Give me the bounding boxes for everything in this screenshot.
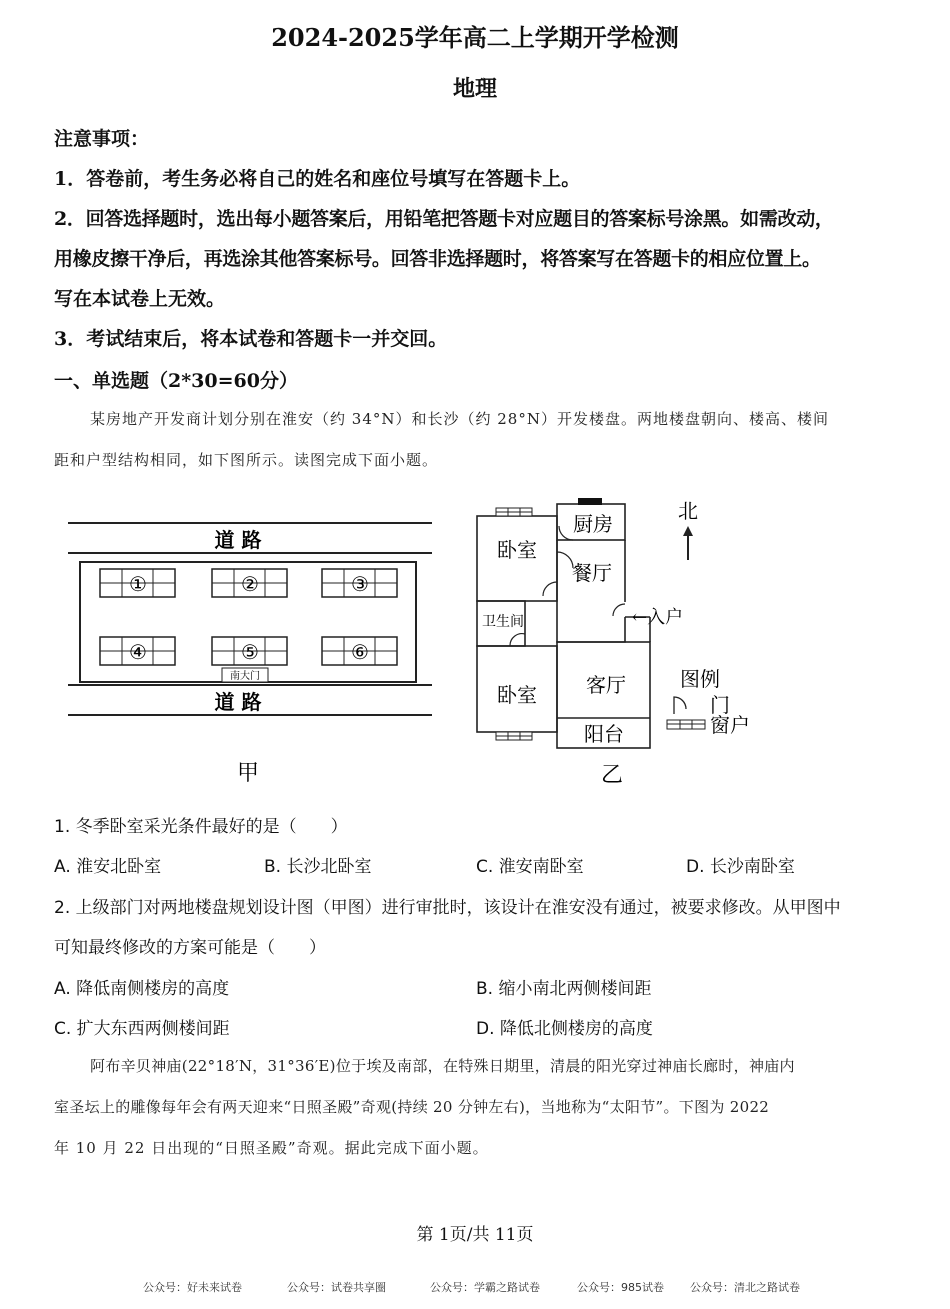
building-4 — [100, 637, 175, 665]
building-3 — [322, 569, 397, 597]
road-top-label: 道 路 — [214, 528, 262, 552]
room-kitchen: 厨房 — [573, 512, 613, 536]
passage-2-line-2: 室圣坛上的雕像每年会有两天迎来“日照圣殿”奇观(持续 20 分钟左右)，当地称为“太阳节”。下图为 2022 — [54, 1098, 770, 1116]
building-5 — [212, 637, 287, 665]
figure-caption-jia: 甲 — [236, 761, 260, 786]
notice-item-2-line-1: 2．回答选择题时，选出每小题答案后，用铅笔把答题卡对应题目的答案标号涂黑。如需改动， — [54, 208, 834, 230]
question-2-stem-line-2: 可知最终修改的方案可能是（ ） — [54, 938, 326, 958]
footer-account-1: 公众号：好未来试卷 — [143, 1281, 242, 1294]
passage-2-line-3: 年 10 月 22 日出现的“日照圣殿”奇观。据此完成下面小题。 — [54, 1139, 489, 1157]
passage-1-line-1: 某房地产开发商计划分别在淮安（约 34°N）和长沙（约 28°N）开发楼盘。两地楼盘朝向、楼高、楼间 — [90, 410, 829, 428]
footer-account-4: 公众号：985试卷 — [577, 1281, 664, 1294]
legend-window: 窗户 — [710, 713, 750, 737]
floor-plan-figure — [470, 492, 770, 792]
question-2-option-d[interactable]: D. 降低北侧楼房的高度 — [476, 1019, 653, 1039]
window-legend-icon — [667, 720, 705, 729]
question-1-stem: 1. 冬季卧室采光条件最好的是（ ） — [54, 817, 348, 837]
room-dining: 餐厅 — [572, 561, 612, 585]
notice-item-2-line-3: 写在本试卷上无效。 — [54, 288, 226, 310]
subject-title: 地理 — [452, 76, 497, 102]
question-2-option-a[interactable]: A. 降低南侧楼房的高度 — [54, 979, 230, 999]
figure-caption-yi: 乙 — [600, 763, 624, 788]
question-2-option-c[interactable]: C. 扩大东西两侧楼间距 — [54, 1019, 230, 1039]
legend-door: 门 — [710, 693, 730, 717]
room-balcony: 阳台 — [584, 722, 624, 746]
exam-title: 2024-2025学年高二上学期开学检测 — [271, 23, 679, 52]
passage-1-line-2: 距和户型结构相同，如下图所示。读图完成下面小题。 — [54, 451, 439, 469]
footer-account-2: 公众号：试卷共享圈 — [287, 1281, 386, 1294]
notice-heading: 注意事项： — [54, 128, 150, 150]
page-number: 第 1页/共 11页 — [416, 1225, 534, 1245]
building-1 — [100, 569, 175, 597]
legend-title: 图例 — [680, 667, 720, 691]
passage-2-line-1: 阿布辛贝神庙(22°18′N，31°36′E)位于埃及南部，在特殊日期里，清晨的阳光穿过神庙长廊时，神庙内 — [90, 1057, 795, 1075]
door-arc — [559, 526, 573, 540]
room-bedroom-south: 卧室 — [497, 683, 537, 707]
building-6 — [322, 637, 397, 665]
building-label: ④ — [129, 640, 147, 664]
question-2-option-b[interactable]: B. 缩小南北两侧楼间距 — [476, 979, 652, 999]
south-gate-label: 南大门 — [230, 671, 260, 682]
building-label: ⑤ — [241, 640, 259, 664]
north-label: 北 — [678, 499, 698, 523]
notice-item-3: 3．考试结束后，将本试卷和答题卡一并交回。 — [54, 328, 448, 350]
question-1-option-a[interactable]: A. 淮安北卧室 — [54, 857, 162, 877]
question-2-stem-line-1: 2. 上级部门对两地楼盘规划设计图（甲图）进行审批时，该设计在淮安没有通过，被要求修改。从甲图中 — [54, 898, 841, 918]
building-2 — [212, 569, 287, 597]
building-label: ⑥ — [351, 640, 369, 664]
notice-item-2-line-2: 用橡皮擦干净后，再选涂其他答案标号。回答非选择题时，将答案写在答题卡的相应位置上。 — [54, 248, 821, 270]
building-label: ① — [129, 572, 147, 596]
road-bottom-label: 道 路 — [214, 690, 262, 714]
footer-account-3: 公众号：学霸之路试卷 — [430, 1281, 540, 1294]
building-label: ③ — [351, 572, 369, 596]
question-1-option-d[interactable]: D. 长沙南卧室 — [686, 857, 795, 877]
section-heading: 一、单选题（2*30=60分） — [54, 370, 298, 392]
question-1-option-c[interactable]: C. 淮安南卧室 — [476, 857, 584, 877]
question-1-option-b[interactable]: B. 长沙北卧室 — [264, 857, 372, 877]
room-living: 客厅 — [586, 673, 626, 697]
building-label: ② — [241, 572, 259, 596]
door-arc — [543, 582, 557, 596]
door-arc — [510, 634, 525, 646]
door-arc — [613, 604, 625, 616]
footer-account-5: 公众号：清北之路试卷 — [690, 1281, 800, 1294]
room-bathroom: 卫生间 — [482, 614, 524, 630]
notice-item-1: 1．答卷前，考生务必将自己的姓名和座位号填写在答题卡上。 — [54, 168, 581, 190]
door-arc — [557, 552, 573, 568]
room-entry: ←入户 — [632, 607, 684, 628]
kitchen-vent — [578, 498, 602, 505]
door-legend-icon — [674, 697, 686, 714]
site-plan-figure — [60, 515, 440, 790]
room-bedroom-north: 卧室 — [497, 538, 537, 562]
